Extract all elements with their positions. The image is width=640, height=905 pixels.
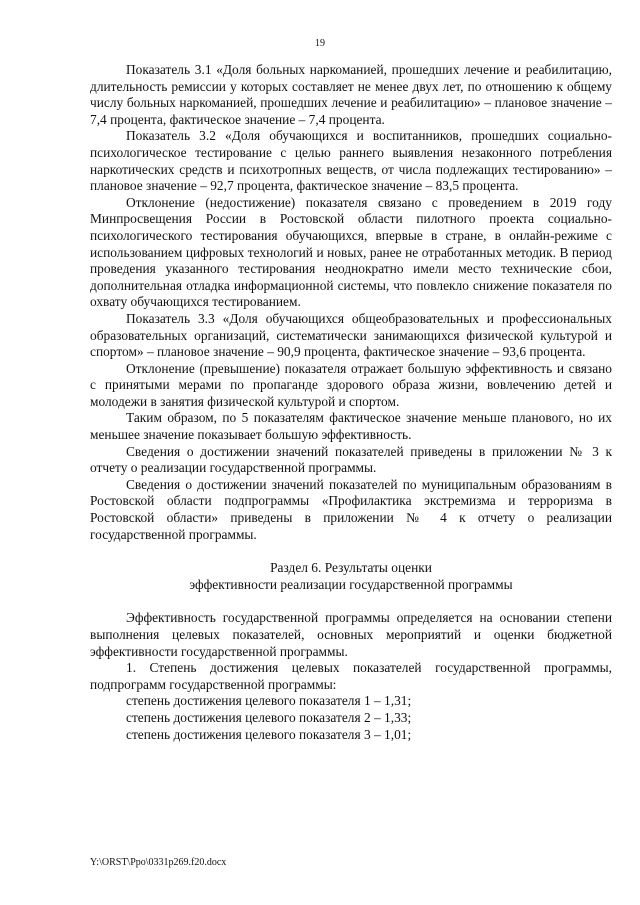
page-number: 19 <box>315 38 325 49</box>
paragraph-indicator-3-2: Показатель 3.2 «Доля обучающихся и воспитанников, прошедших социально-психологическое тестирование с целью раннего выявления незаконного потребления наркотических средств и психотропных веществ, от числа подлежащих тестированию» – плановое значение – 92,7 процента, фактическое значение – 83,5 процента. <box>90 128 612 194</box>
section-heading <box>90 560 612 593</box>
paragraph-indicator-3-1: Показатель 3.1 «Доля больных наркоманией, прошедших лечение и реабилитацию, длительность ремиссии у которых составляет не менее двух лет, по отношению к общему числу больных наркоманией, прошедших лечение и реабилитацию» – плановое значение – 7,4 процента, фактическое значение – 7,4 процента. <box>90 62 612 127</box>
list-item: степень достижения целевого показателя 2 – 1,33; <box>126 709 412 725</box>
section-heading-line-2: эффективности реализации государственной программы <box>189 576 513 592</box>
section-heading-line-1: Раздел 6. Результаты оценки <box>270 560 432 576</box>
paragraph-deviation-3-2: Отклонение (недостижение) показателя связано с проведением в 2019 году Минпросвещения России в Ростовской области пилотного проекта социально-психологического тестирования обучающихся, впервые в стране, в онлайн-режиме с использованием цифровых технологий и новых, ранее не отработанных методик. В период проведения указанного тестирования неоднократно имели место технические сбои, дополнительная отладка информационной системы, что повлекло снижение показателя по охвату обучающихся тестированием. <box>90 194 612 310</box>
list-item: степень достижения целевого показателя 1 – 1,31; <box>126 693 412 709</box>
paragraph-efficiency-intro: Эффективность государственной программы определяется на основании степени выполнения целевых показателей, основных мероприятий и оценки бюджетной эффективности государственной программы. <box>90 610 612 659</box>
paragraph-indicator-degree: 1. Степень достижения целевых показателей государственной программы, подпрограмм государственной программы: <box>90 660 612 692</box>
paragraph-appendix-3: Сведения о достижении значений показателей приведены в приложении № 3 к отчету о реализации государственной программы. <box>90 443 612 476</box>
document-body <box>90 62 612 743</box>
paragraph-deviation-3-3: Отклонение (превышение) показателя отражает большую эффективность и связано с принятыми мерами по пропаганде здорового образа жизни, вовлечению детей и молодежи в занятия физической культурой и спортом. <box>90 360 612 409</box>
paragraph-summary: Таким образом, по 5 показателям фактическое значение меньше планового, но их меньшее значение показывает большую эффективность. <box>90 410 612 443</box>
list-item: степень достижения целевого показателя 3 – 1,01; <box>126 726 412 742</box>
footer-file-path: Y:\ORST\Ppo\0331p269.f20.docx <box>90 857 227 868</box>
paragraph-appendix-4: Сведения о достижении значений показателей по муниципальным образованиям в Ростовской области подпрограммы «Профилактика экстремизма и терроризма в Ростовской области» приведены в приложении № 4 к отчету о реализации государственной программы. <box>90 476 612 542</box>
paragraph-indicator-3-3: Показатель 3.3 «Доля обучающихся общеобразовательных и профессиональных образовательных организаций, систематически занимающихся физической культурой и спортом» – плановое значение – 90,9 процента, фактическое значение – 93,6 процента. <box>90 310 612 360</box>
